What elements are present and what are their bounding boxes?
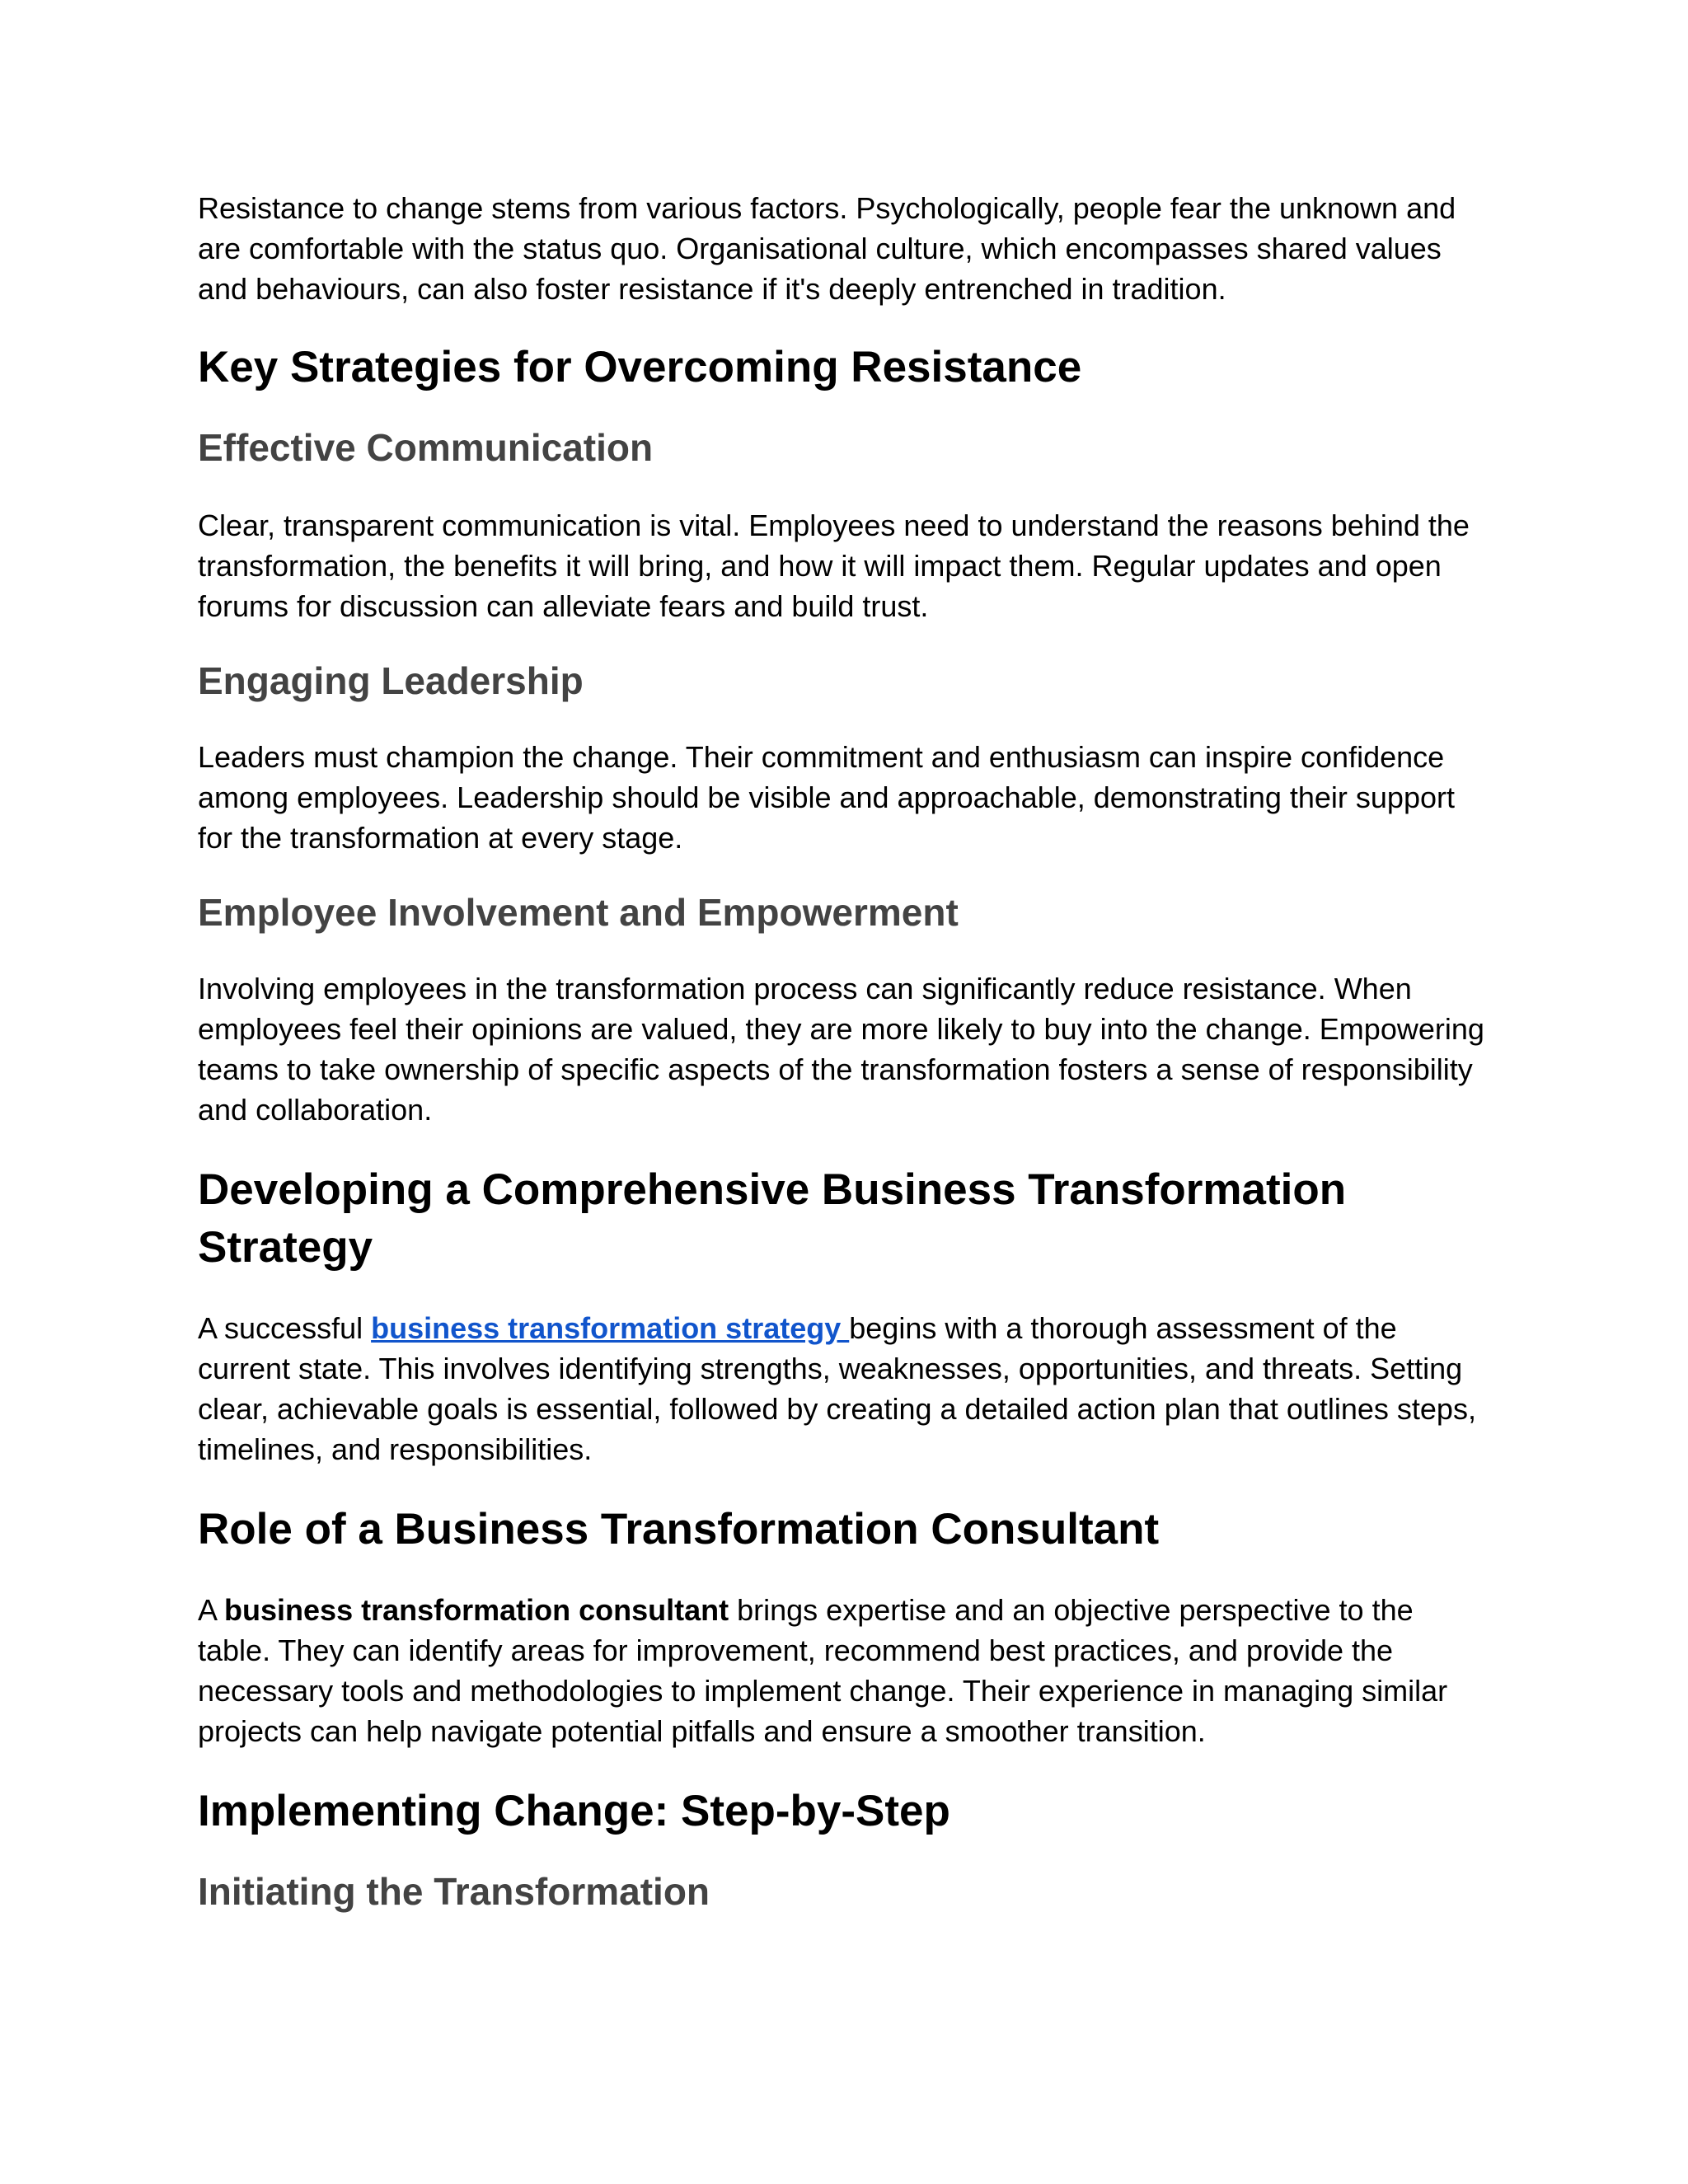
consultant-bold-text: business transformation consultant [224,1593,729,1627]
role-consultant-heading: Role of a Business Transformation Consultant [198,1505,1160,1554]
engaging-leadership-heading: Engaging Leadership [198,659,584,702]
developing-text-after: begins with a thorough assessment of the current state. This involves identifying strengths, weaknesses, opportunities, and threats. Setting clear, achievable goals is essential, followed by creating a detailed action plan that outlines steps, timelines, and responsibilities. [198,1311,1476,1466]
engaging-leadership-paragraph: Leaders must champion the change. Their commitment and enthusiasm can inspire confidence among employees. Leadership should be visible and approachable, demonstrating their support for the transformation at every stage. [198,740,1455,855]
role-text-after: brings expertise and an objective perspective to the table. They can identify areas for improvement, recommend best practices, and provide the necessary tools and methodologies to implement change. Their experience in managing similar projects can help navigate potential pitfalls and ensure a smoother transition. [198,1593,1448,1748]
employee-involvement-paragraph: Involving employees in the transformation process can significantly reduce resistance. When employees feel their opinions are valued, they are more likely to buy into the change. Empowering teams to take ownership of specific aspects of the transformation fosters a sense of responsibility and collaboration. [198,972,1484,1127]
key-strategies-heading: Key Strategies for Overcoming Resistance [198,343,1082,391]
developing-strategy-heading: Developing a Comprehensive Business Transformation Strategy [198,1165,1347,1272]
effective-communication-paragraph: Clear, transparent communication is vital. Employees need to understand the reasons behind the transformation, the benefits it will bring, and how it will impact them. Regular updates and open forums for discussion can alleviate fears and build trust. [198,509,1470,623]
role-text-before: A [198,1593,225,1627]
implementing-change-heading: Implementing Change: Step-by-Step [198,1787,950,1835]
employee-involvement-heading: Employee Involvement and Empowerment [198,891,959,934]
developing-strategy-paragraph [198,1308,1492,1469]
initiating-transformation-heading: Initiating the Transformation [198,1870,710,1913]
role-consultant-paragraph [198,1590,1492,1751]
business-transformation-strategy-link[interactable]: business transformation strategy [371,1311,850,1345]
effective-communication-heading: Effective Communication [198,426,654,469]
document-page [198,188,1492,1916]
intro-paragraph: Resistance to change stems from various factors. Psychologically, people fear the unknown and are comfortable with the status quo. Organisational culture, which encompasses shared values and behaviours, can also foster resistance if it's deeply entrenched in tradition. [198,191,1456,306]
developing-text-before: A successful [198,1311,372,1345]
